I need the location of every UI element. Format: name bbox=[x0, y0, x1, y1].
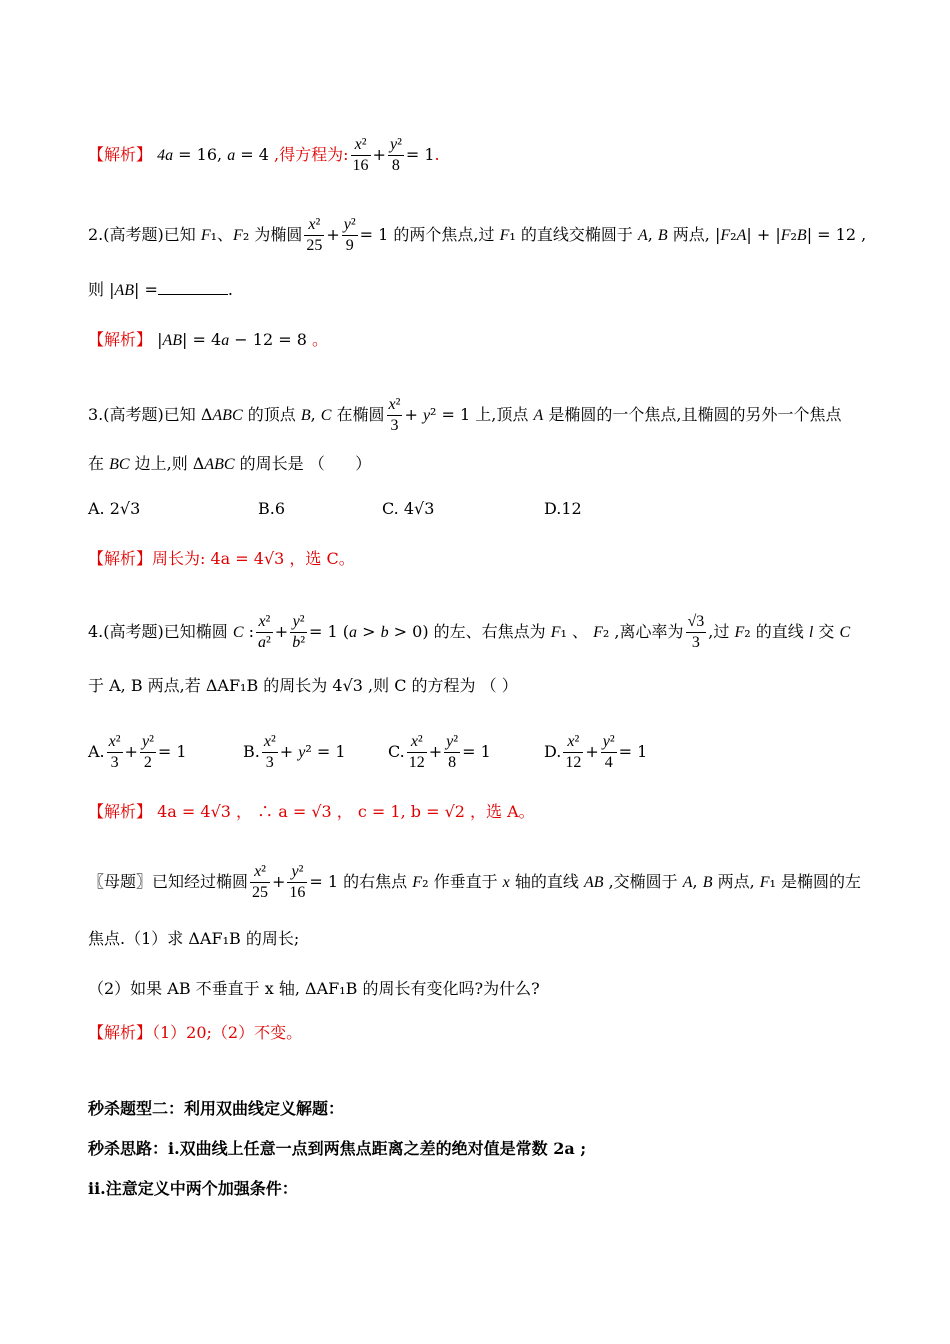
question-4-line-1: 4.(高考题)已知椭圆 C : $\frac{\text{x²}}{\text{a²}}$ + $\frac{\text{y²}}{\text{b²}}$ = 1 (a > b > 0) 的左、右焦点为 F₁ 、 F₂ ,离心率为 $\frac{√3}{3}$ ,过 F₂ 的直线 l 交 C bbox=[88, 613, 851, 651]
option-b[interactable]: B. $\frac{\text{x²}}{3}$ + y² = 1 bbox=[243, 733, 346, 771]
question-3-line-1: 3.(高考题)已知 ΔABC 的顶点 B, C 在椭圆 $\frac{\text{x²}}{3}$ + y² = 1 上,顶点 A 是椭圆的一个焦点,且椭圆的另外一个焦点 bbox=[88, 396, 842, 434]
option-d[interactable]: D. $\frac{\text{x²}}{12}$ + $\frac{\text{y²}}{4}$ = 1 bbox=[544, 733, 648, 771]
mother-problem-line-1: 〖母题〗已知经过椭圆 $\frac{\text{x²}}{25}$ + $\frac{\text{y²}}{16}$ = 1 的右焦点 F₂ 作垂直于 x 轴的直线 AB ,交椭圆于 A, B 两点, F₁ 是椭圆的左 bbox=[88, 863, 862, 901]
option-c[interactable]: C. 4√3 bbox=[382, 499, 435, 518]
section-heading: 秒杀题型二：利用双曲线定义解题： bbox=[88, 1099, 345, 1118]
question-2-line-1: 2.(高考题)已知 F₁、F₂ 为椭圆 $\frac{\text{x²}}{25}$ + $\frac{\text{y²}}{9}$ = 1 的两个焦点,过 F₁ 的直线交椭圆于 A, B 两点, |F₂A| + |F₂B| = 12 , bbox=[88, 216, 867, 254]
option-a[interactable]: A. $\frac{\text{x²}}{3}$ + $\frac{\text{y²}}{2}$ = 1 bbox=[88, 733, 187, 771]
question-4-options bbox=[88, 732, 870, 776]
solution-5: 【解析】（1）20;（2）不变。 bbox=[88, 1023, 303, 1042]
mother-problem-line-3: （2）如果 AB 不垂直于 x 轴, ΔAF₁B 的周长有变化吗?为什么? bbox=[88, 979, 540, 998]
option-a[interactable]: A. 2√3 bbox=[88, 499, 141, 518]
section-idea-1: 秒杀思路：i.双曲线上任意一点到两焦点距离之差的绝对值是常数 2a ; bbox=[88, 1139, 587, 1158]
section-idea-2: ii.注意定义中两个加强条件： bbox=[88, 1179, 298, 1198]
option-b[interactable]: B.6 bbox=[258, 499, 286, 518]
answer-blank[interactable] bbox=[158, 280, 228, 295]
question-2-line-2: 则 |AB| = . bbox=[88, 280, 234, 299]
question-4-line-2: 于 A, B 两点,若 ΔAF₁B 的周长为 4√3 ,则 C 的方程为 （ ） bbox=[88, 676, 518, 695]
solution-1: 【解析】 4a = 16, a = 4 ,得方程为: $\frac{\text{x²}}{16}$ + $\frac{\text{y²}}{8}$ = 1. bbox=[88, 136, 440, 174]
solution-3: 【解析】周长为: 4a = 4√3 ，选 C。 bbox=[88, 549, 355, 568]
option-d[interactable]: D.12 bbox=[544, 499, 582, 518]
solution-4: 【解析】 4a = 4√3 ， ∴ a = √3 ， c = 1, b = √2 ，选 A。 bbox=[88, 802, 535, 821]
mother-problem-line-2: 焦点.（1）求 ΔAF₁B 的周长; bbox=[88, 929, 300, 948]
solution-2: 【解析】 |AB| = 4a − 12 = 8 。 bbox=[88, 330, 328, 349]
question-3-line-2: 在 BC 边上,则 ΔABC 的周长是 （ ） bbox=[88, 454, 372, 473]
option-c[interactable]: C. $\frac{\text{x²}}{12}$ + $\frac{\text{y²}}{8}$ = 1 bbox=[388, 733, 491, 771]
